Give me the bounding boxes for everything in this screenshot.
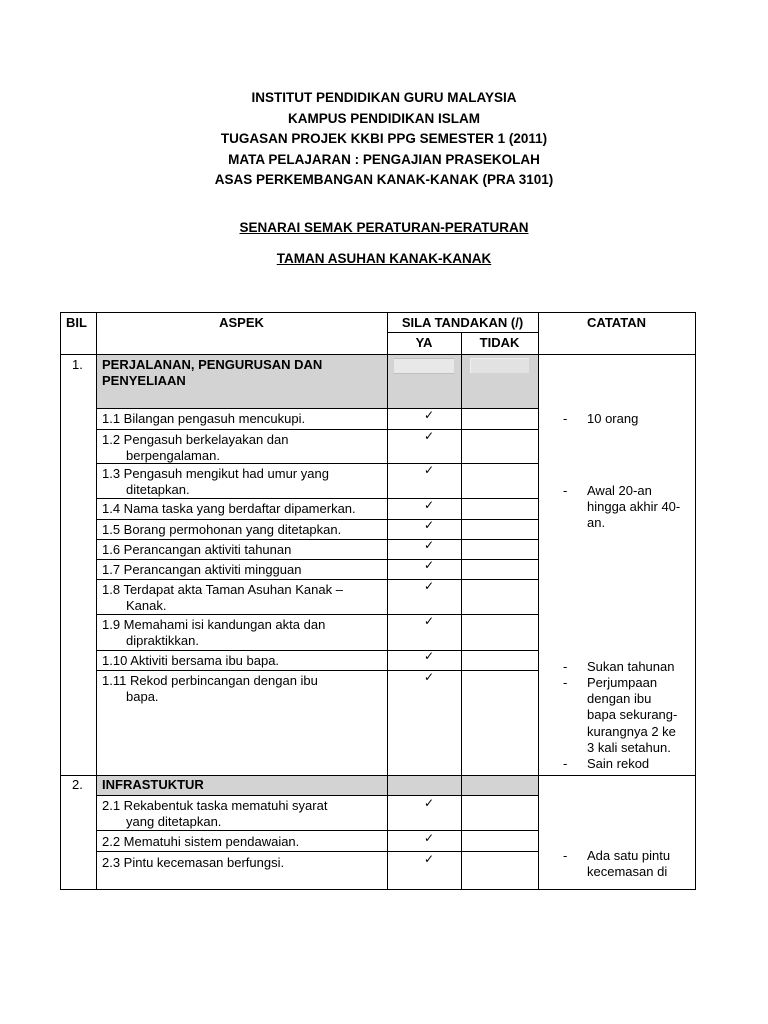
tick-icon: ✓ [424,852,435,866]
list-item: 1.4 Nama taska yang berdaftar dipamerkan. [102,501,356,516]
checklist-subtitle: TAMAN ASUHAN KANAK-KANAK [276,251,492,266]
list-item: 2.3 Pintu kecemasan berfungsi. [102,855,285,870]
list-item: 1.2 Pengasuh berkelayakan dan berpengalaman. [102,432,289,463]
tick-icon: ✓ [424,796,435,810]
tick-icon: ✓ [424,498,435,512]
document-header [0,88,768,191]
document-page: INSTITUT PENDIDIKAN GURU MALAYSIA KAMPUS PENDIDIKAN ISLAM TUGASAN PROJEK KKBI PPG SEMESTER 1 (2011) MATA PELAJARAN : PENGAJIAN PRASEKOLAH ASAS PERKEMBANGAN KANAK-KANAK (PRA 3101) SENARAI SEMAK PERATURAN-PERATURAN TAMAN ASUHAN KANAK-KANAK BIL ASPEK SILA TANDAKAN (/) YA TIDAK CATATAN 1. PERJALANAN, PENGURUSAN DAN PENYELIAAN 1.1 Bilangan pengasuh mencukupi. 1.2 Pengasuh berkelayakan dan berpengalaman. 1.3 Pengasuh mengikut had umur yang ditetapkan. 1.4 Nama taska yang berdaftar dipamerkan. 1.5 Borang permohonan yang ditetapkan. 1.6 Perancangan aktiviti tahunan 1.7 Perancangan aktiviti mingguan 1.8 Terdapat akta Taman Asuhan Kanak – Kanak. 1.9 Memahami isi kandungan akta dan dipraktikkan. 1.10 Aktiviti bersama ibu bapa. 1.11 Rekod perbincangan dengan ibu bapa. ✓ ✓ ✓ ✓ ✓ ✓ ✓ ✓ ✓ ✓ ✓ - 10 orang - Awal 20-an hingga akhir 40- an. - Sukan tahunan - Perjumpaan dengan ibu bapa sekurang- kurangnya 2 ke 3 kali setahun. - Sain rekod 2. INFRASTUKTUR 2.1 Rekabentuk taska mematuhi syarat yang ditetapkan. 2.2 Mematuhi sistem pendawaian. 2.3 Pintu kecemasan berfungsi. ✓ ✓ ✓ - Ada satu pintu kecemasan di [0,0,768,1024]
list-item: 1.7 Perancangan aktiviti mingguan [102,562,302,577]
list-item: 1.1 Bilangan pengasuh mencukupi. [102,411,306,426]
column-aspek: ASPEK [219,315,264,330]
section2-title: INFRASTUKTUR [102,777,204,792]
list-item: 1.10 Aktiviti bersama ibu bapa. [102,653,280,668]
tick-icon: ✓ [424,649,435,663]
tick-icon: ✓ [424,518,435,532]
section2-number: 2. [72,777,83,792]
list-item: 1.5 Borang permohonan yang ditetapkan. [102,522,342,537]
tick-icon: ✓ [424,614,435,628]
column-ya: YA [415,335,433,350]
header-course: ASAS PERKEMBANGAN KANAK-KANAK (PRA 3101) [214,172,554,188]
list-item: 1.9 Memahami isi kandungan akta dan dipraktikkan. [102,617,326,648]
header-campus: KAMPUS PENDIDIKAN ISLAM [287,110,480,126]
tick-icon: ✓ [424,558,435,572]
tick-icon: ✓ [424,831,435,845]
list-item: 1.8 Terdapat akta Taman Asuhan Kanak – Kanak. [102,582,343,613]
checklist-title: SENARAI SEMAK PERATURAN-PERATURAN [239,220,529,235]
list-item: 1.3 Pengasuh mengikut had umur yang ditetapkan. [102,466,329,497]
list-item: 2.2 Mematuhi sistem pendawaian. [102,834,300,849]
tick-icon: ✓ [424,429,435,443]
header-assignment: TUGASAN PROJEK KKBI PPG SEMESTER 1 (2011) [220,131,548,147]
list-item: 1.6 Perancangan aktiviti tahunan [102,542,292,557]
tick-icon: ✓ [424,538,435,552]
ya-cell-inset [394,358,454,374]
list-item: 2.1 Rekabentuk taska mematuhi syarat yang ditetapkan. [102,798,328,829]
tick-icon: ✓ [424,408,435,422]
header-subject: MATA PELAJARAN : PENGAJIAN PRASEKOLAH [228,151,540,167]
tick-icon: ✓ [424,579,435,593]
column-sila-tandakan: SILA TANDAKAN (/) [401,315,524,330]
section1-number: 1. [72,357,83,372]
column-tidak: TIDAK [479,335,520,350]
tick-icon: ✓ [424,463,435,477]
column-bil: BIL [66,315,87,330]
tick-icon: ✓ [424,670,435,684]
tidak-cell-inset [470,358,529,373]
section1-title: PERJALANAN, PENGURUSAN DAN PENYELIAAN [102,357,323,388]
list-item: 1.11 Rekod perbincangan dengan ibu bapa. [102,673,318,704]
column-catatan: CATATAN [587,315,646,330]
header-institute: INSTITUT PENDIDIKAN GURU MALAYSIA [251,90,517,105]
